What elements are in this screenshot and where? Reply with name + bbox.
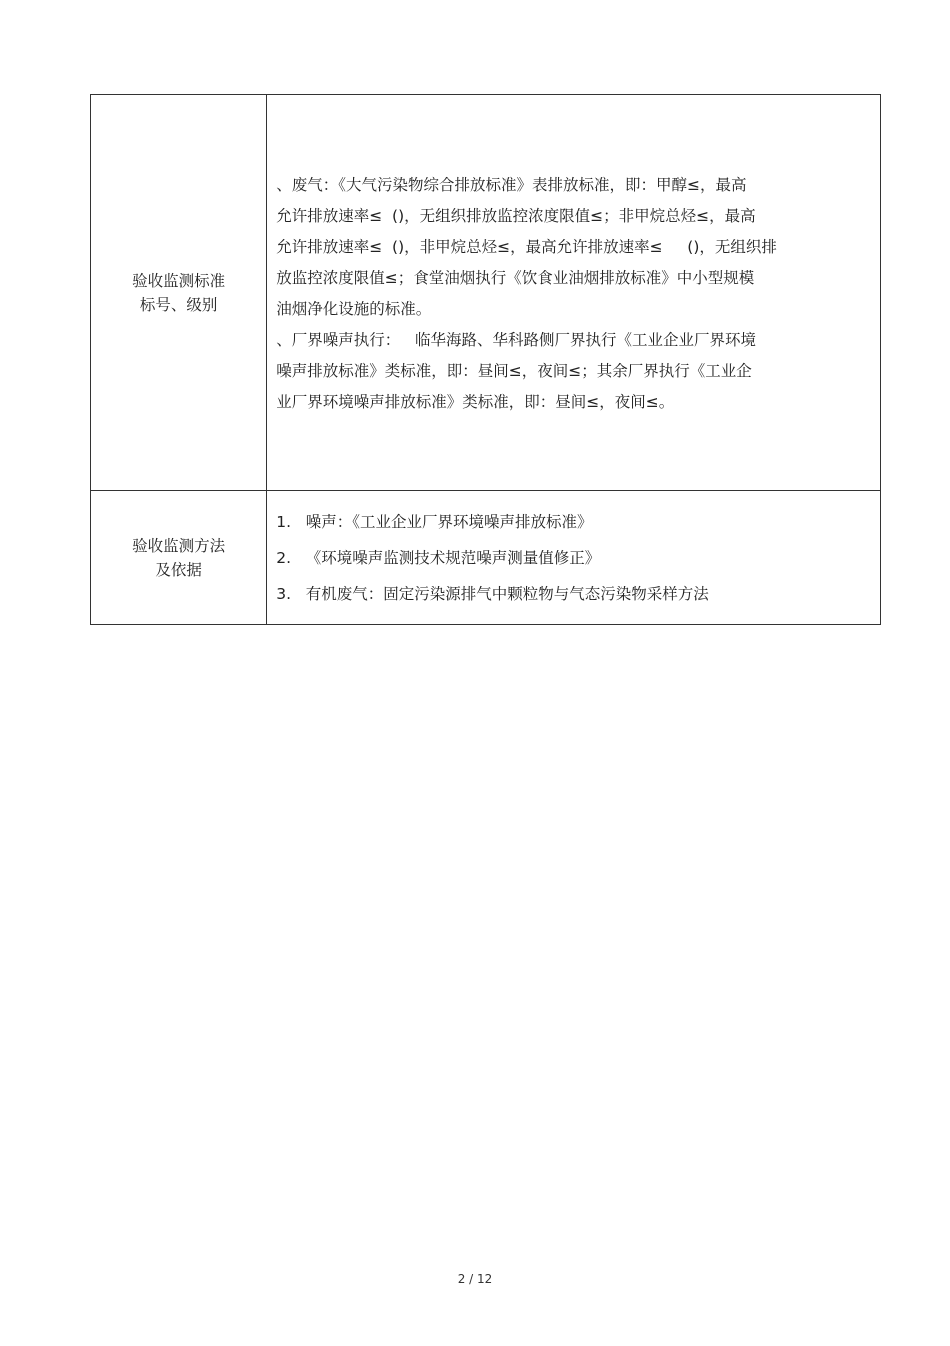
list-item: 3. 有机废气：固定污染源排气中颗粒物与气态污染物采样方法 <box>276 584 709 603</box>
label-line: 验收监测方法 <box>132 536 226 555</box>
content-cell-methods <box>267 491 881 625</box>
methods-list <box>276 504 880 612</box>
text-line: 、厂界噪声执行： 临华海路、华科路侧厂界执行《工业企业厂界环境 <box>276 330 757 349</box>
text-line: 、废气：《大气污染物综合排放标准》表排放标准，即：甲醇≤，最高 <box>276 175 747 194</box>
label-line: 及依据 <box>155 560 202 579</box>
text-line: 允许排放速率≤ ()，无组织排放监控浓度限值≤；非甲烷总烃≤，最高 <box>276 206 756 225</box>
list-item: 2. 《环境噪声监测技术规范噪声测量值修正》 <box>276 548 601 567</box>
label-cell-methods <box>91 491 267 625</box>
standards-table <box>90 94 881 625</box>
standards-text <box>276 168 880 418</box>
label-line: 验收监测标准 <box>132 271 226 290</box>
list-item: 1. 噪声：《工业企业厂界环境噪声排放标准》 <box>276 512 593 531</box>
page-number: 2 / 12 <box>457 1272 493 1286</box>
text-line: 业厂界环境噪声排放标准》类标准，即：昼间≤，夜间≤。 <box>276 392 675 411</box>
text-line: 放监控浓度限值≤；食堂油烟执行《饮食业油烟排放标准》中小型规模 <box>276 268 755 287</box>
text-line: 油烟净化设施的标准。 <box>276 299 432 318</box>
table-row-standards <box>91 95 881 491</box>
label-line: 标号、级别 <box>139 295 218 314</box>
table-row-methods <box>91 491 881 625</box>
content-cell-standards <box>267 95 881 491</box>
text-line: 允许排放速率≤ ()，非甲烷总烃≤，最高允许排放速率≤ ()，无组织排 <box>276 237 777 256</box>
label-cell-standards <box>91 95 267 491</box>
text-line: 噪声排放标准》类标准，即：昼间≤，夜间≤；其余厂界执行《工业企 <box>276 361 752 380</box>
